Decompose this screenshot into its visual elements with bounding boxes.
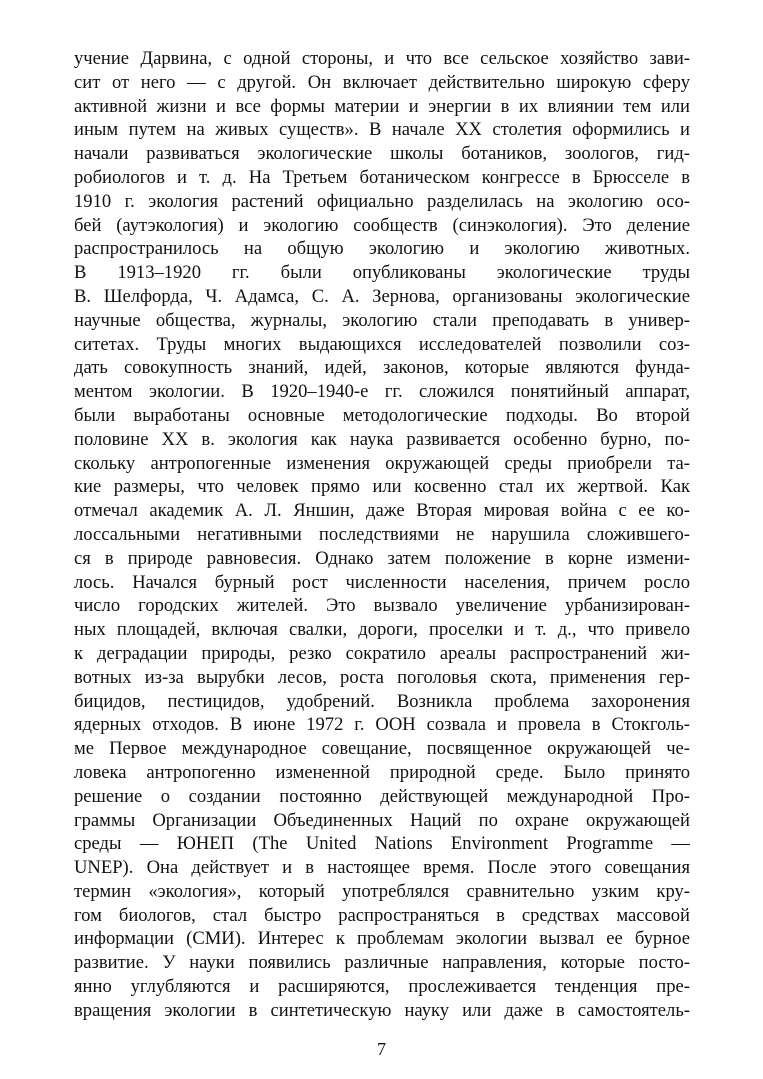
text-line: лось. Начался бурный рост численности населения, причем росло bbox=[74, 571, 690, 593]
text-line: UNEP). Она действует и в настоящее время. После этого совещания bbox=[74, 857, 690, 879]
text-line: бей (аутэкология) и экологию сообществ (синэкология). Это деление bbox=[74, 214, 690, 236]
body-text bbox=[74, 47, 690, 1023]
text-line: среды — ЮНЕП (The United Nations Environment Programme — bbox=[74, 833, 690, 855]
text-line: начали развиваться экологические школы ботаников, зоологов, гид- bbox=[74, 143, 690, 165]
text-line: ловека антропогенно измененной природной среде. Было принято bbox=[74, 761, 690, 783]
text-line: научные общества, журналы, экологию стали преподавать в универ- bbox=[74, 309, 690, 331]
text-line: дать совокупность знаний, идей, законов, которые являются фунда- bbox=[74, 357, 690, 379]
text-line: к деградации природы, резко сократило ареалы распространений жи- bbox=[74, 642, 690, 664]
page-number: 7 bbox=[377, 1039, 386, 1059]
text-line: бицидов, пестицидов, удобрений. Возникла проблема захоронения bbox=[74, 690, 690, 712]
text-line: половине XX в. экология как наука развивается особенно бурно, по- bbox=[74, 428, 690, 450]
text-line: активной жизни и все формы материи и энергии в их влиянии тем или bbox=[74, 95, 690, 117]
text-line: вращения экологии в синтетическую науку или даже в самостоятель- bbox=[74, 999, 690, 1021]
text-line: ситетах. Труды многих выдающихся исследователей позволили соз- bbox=[74, 333, 690, 355]
text-line: В. Шелфорда, Ч. Адамса, С. А. Зернова, организованы экологические bbox=[74, 285, 690, 307]
text-line: ядерных отходов. В июне 1972 г. ООН созвала и провела в Стокголь- bbox=[74, 714, 690, 736]
text-line: робиологов и т. д. На Третьем ботаническом конгрессе в Брюсселе в bbox=[74, 166, 690, 188]
text-line: распространилось на общую экологию и экологию животных. bbox=[74, 238, 690, 260]
text-line: число городских жителей. Это вызвало увеличение урбанизирован- bbox=[74, 595, 690, 617]
text-line: учение Дарвина, с одной стороны, и что все сельское хозяйство зави- bbox=[74, 48, 690, 69]
text-line: были выработаны основные методологические подходы. Во второй bbox=[74, 404, 690, 426]
text-line: лоссальными негативными последствиями не нарушила сложившего- bbox=[74, 523, 690, 545]
text-line: развитие. У науки появились различные направления, которые посто- bbox=[74, 952, 690, 974]
text-line: ся в природе равновесия. Однако затем положение в корне измени- bbox=[74, 547, 690, 569]
text-line: ных площадей, включая свалки, дороги, проселки и т. д., что привело bbox=[74, 619, 690, 641]
text-line: информации (СМИ). Интерес к проблемам экологии вызвал ее бурное bbox=[74, 928, 690, 950]
text-line: вотных из-за вырубки лесов, роста поголовья скота, применения гер- bbox=[74, 666, 690, 688]
text-line: иным путем на живых существ». В начале XX столетия оформились и bbox=[74, 119, 690, 141]
text-line: кие размеры, что человек прямо или косвенно стал их жертвой. Как bbox=[74, 476, 690, 498]
text-line: ме Первое международное совещание, посвященное окружающей че- bbox=[74, 738, 690, 760]
text-line: сит от него — с другой. Он включает действительно широкую сферу bbox=[74, 71, 690, 93]
text-line: 1910 г. экология растений официально разделилась на экологию осо- bbox=[74, 190, 690, 212]
text-line: гом биологов, стал быстро распространяться в средствах массовой bbox=[74, 904, 690, 926]
text-line: В 1913–1920 гг. были опубликованы экологические труды bbox=[74, 262, 690, 284]
text-line: ментом экологии. В 1920–1940-е гг. сложился понятийный аппарат, bbox=[74, 381, 690, 403]
text-line: отмечал академик А. Л. Яншин, даже Вторая мировая война с ее ко- bbox=[74, 500, 690, 522]
text-line: граммы Организации Объединенных Наций по охране окружающей bbox=[74, 809, 690, 831]
text-line: янно углубляются и расширяются, прослеживается тенденция пре- bbox=[74, 976, 690, 998]
text-line: решение о создании постоянно действующей международной Про- bbox=[74, 785, 690, 807]
text-line: скольку антропогенные изменения окружающей среды приобрели та- bbox=[74, 452, 690, 474]
text-line: термин «экология», который употреблялся сравнительно узким кру- bbox=[74, 880, 690, 902]
